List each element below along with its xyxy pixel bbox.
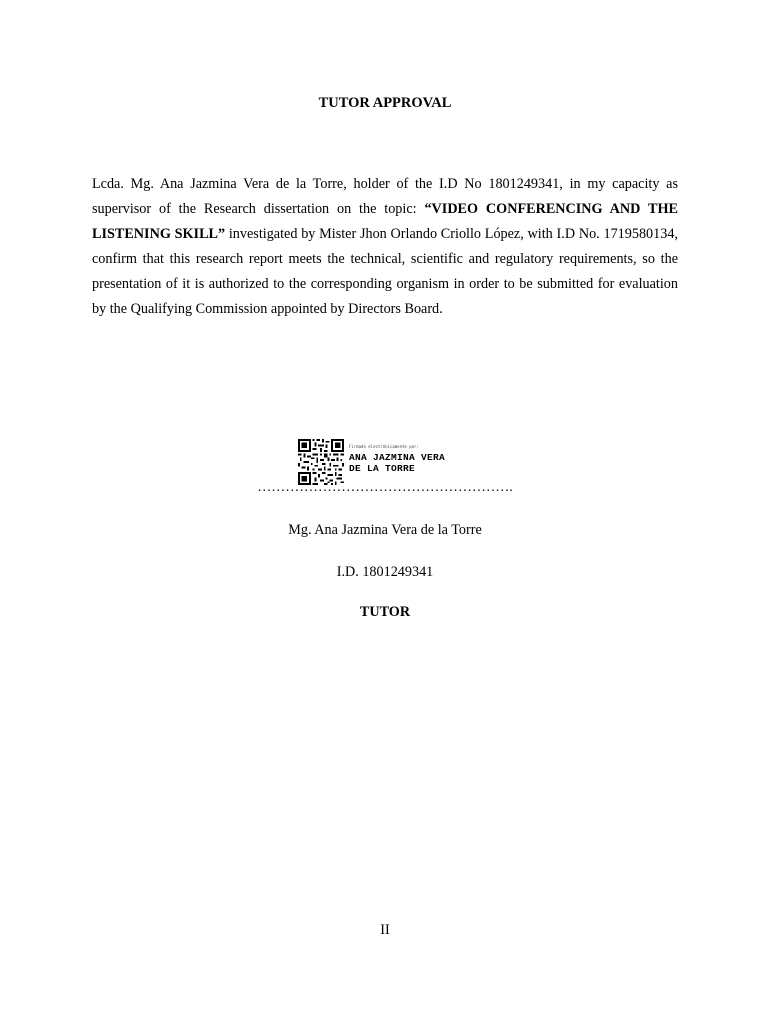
research-topic: “VIDEO CONFERENCING AND THE LISTENING SKILL” xyxy=(92,201,678,242)
tutor-id: I.D. 1801249341 xyxy=(336,564,434,580)
page-number: II xyxy=(380,922,390,938)
signature-caption: Firmado electrónicamente por: xyxy=(349,444,419,449)
qr-code-icon xyxy=(298,439,344,485)
electronic-signature xyxy=(298,439,458,485)
signer-name: ANA JAZMINA VERA DE LA TORRE xyxy=(349,452,446,474)
approval-paragraph xyxy=(92,172,678,322)
signature-line: ………………………………………………. xyxy=(257,480,513,495)
page-title: TUTOR APPROVAL xyxy=(318,95,452,111)
paragraph-text-rest: investigated by Mister Jhon Orlando Criollo López, with I.D No. 1719580134, confirm that this research report meets the technical, scientific and regulatory requirements, so the presentation of it is authorized to the corresponding organism in order to be submitted for evaluation by the Qualifying Commission appointed by Directors Board. xyxy=(92,226,678,317)
paragraph-text-intro: Lcda. Mg. Ana Jazmina Vera de la Torre, holder of the I.D No 1801249341, in my capacity as supervisor of the Research dissertation on the topic: xyxy=(92,176,678,217)
tutor-role: TUTOR xyxy=(359,604,411,620)
tutor-name: Mg. Ana Jazmina Vera de la Torre xyxy=(288,522,482,538)
